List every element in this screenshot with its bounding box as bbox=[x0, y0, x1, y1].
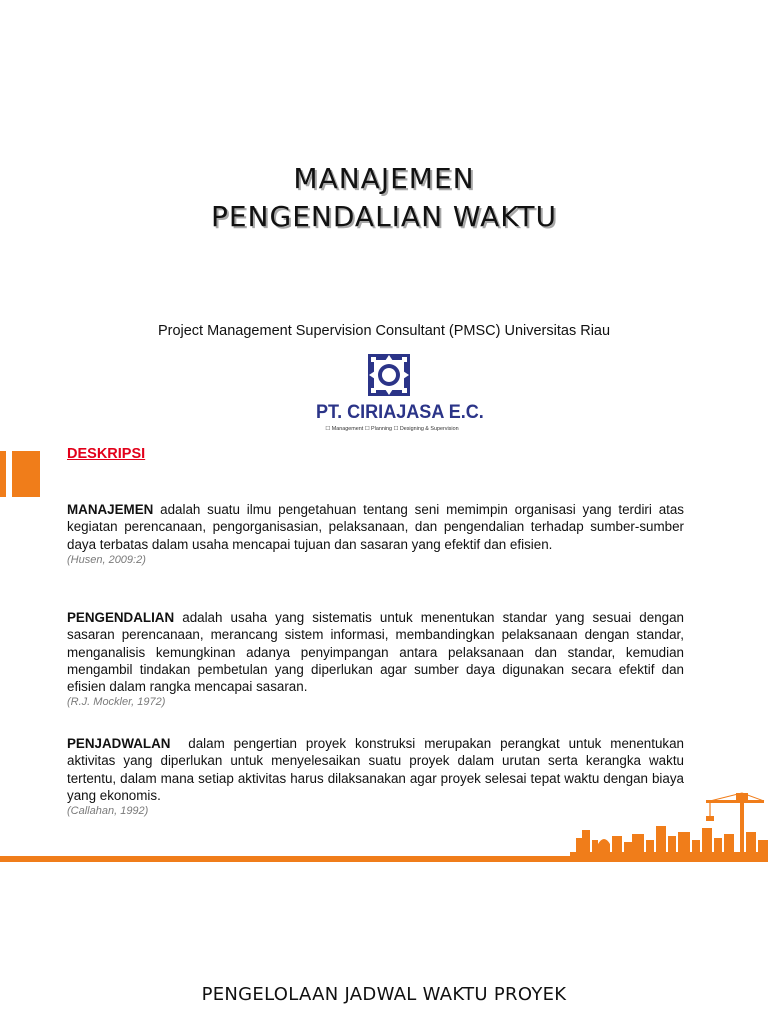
term: MANAJEMEN bbox=[67, 502, 154, 517]
paragraph-manajemen bbox=[67, 501, 684, 568]
divider-line bbox=[0, 856, 768, 862]
term: PENJADWALAN bbox=[67, 736, 171, 751]
definition: dalam pengertian proyek konstruksi merupakan perangkat untuk menentukan aktivitas yang diperlukan untuk menyelesaikan suatu proyek dalam urutan serta kerangka waktu tertentu, dalam mana setiap aktivitas harus dilaksanakan agar proyek selesai tepat waktu dengan biaya yang ekonomis. bbox=[67, 736, 688, 803]
definition: adalah suatu ilmu pengetahuan tentang seni memimpin organisasi yang terdiri atas kegiatan perencanaan, pengorganisasian, pelaksanaan, dan pengendalian terhadap sumber-sumber daya terbatas dalam usaha mencapai tujuan dan sasaran yang efektif dan efisien. bbox=[67, 502, 684, 552]
page-title bbox=[0, 160, 768, 236]
ciriajasa-logo-icon bbox=[312, 350, 472, 400]
logo-tagline: ☐ Management ☐ Planning ☐ Designing & Supervision bbox=[325, 426, 459, 432]
accent-bar bbox=[0, 451, 44, 497]
subtitle: Project Management Supervision Consultant (PMSC) Universitas Riau bbox=[157, 323, 611, 339]
section-title: DESKRIPSI bbox=[67, 446, 146, 462]
city-skyline-crane-icon bbox=[570, 790, 768, 860]
company-logo bbox=[312, 350, 484, 436]
footer-title: PENGELOLAAN JADWAL WAKTU PROYEK bbox=[201, 984, 567, 1005]
title-line-2: PENGENDALIAN WAKTU bbox=[210, 200, 558, 233]
term: PENGENDALIAN bbox=[67, 610, 175, 625]
citation: (R.J. Mockler, 1972) bbox=[67, 696, 166, 709]
definition: adalah usaha yang sistematis untuk menentukan standar yang sesuai dengan sasaran perencanaan, merancang sistem informasi, membandingkan pelaksanaan dengan standar, menganalisis kemungkinan adanya penyimpangan antara pelaksanaan dan standar, kemudian mengambil tindakan pembetulan yang diperlukan agar sumber daya digunakan secara efektif dan efisien dalam rangka mencapai sasaran. bbox=[67, 610, 684, 695]
paragraph-pengendalian bbox=[67, 609, 684, 710]
title-line-1: MANAJEMEN bbox=[293, 162, 475, 195]
citation: (Callahan, 1992) bbox=[67, 805, 149, 818]
citation: (Husen, 2009:2) bbox=[67, 553, 146, 566]
logo-company-name: PT. CIRIAJASA E.C. bbox=[316, 402, 484, 423]
